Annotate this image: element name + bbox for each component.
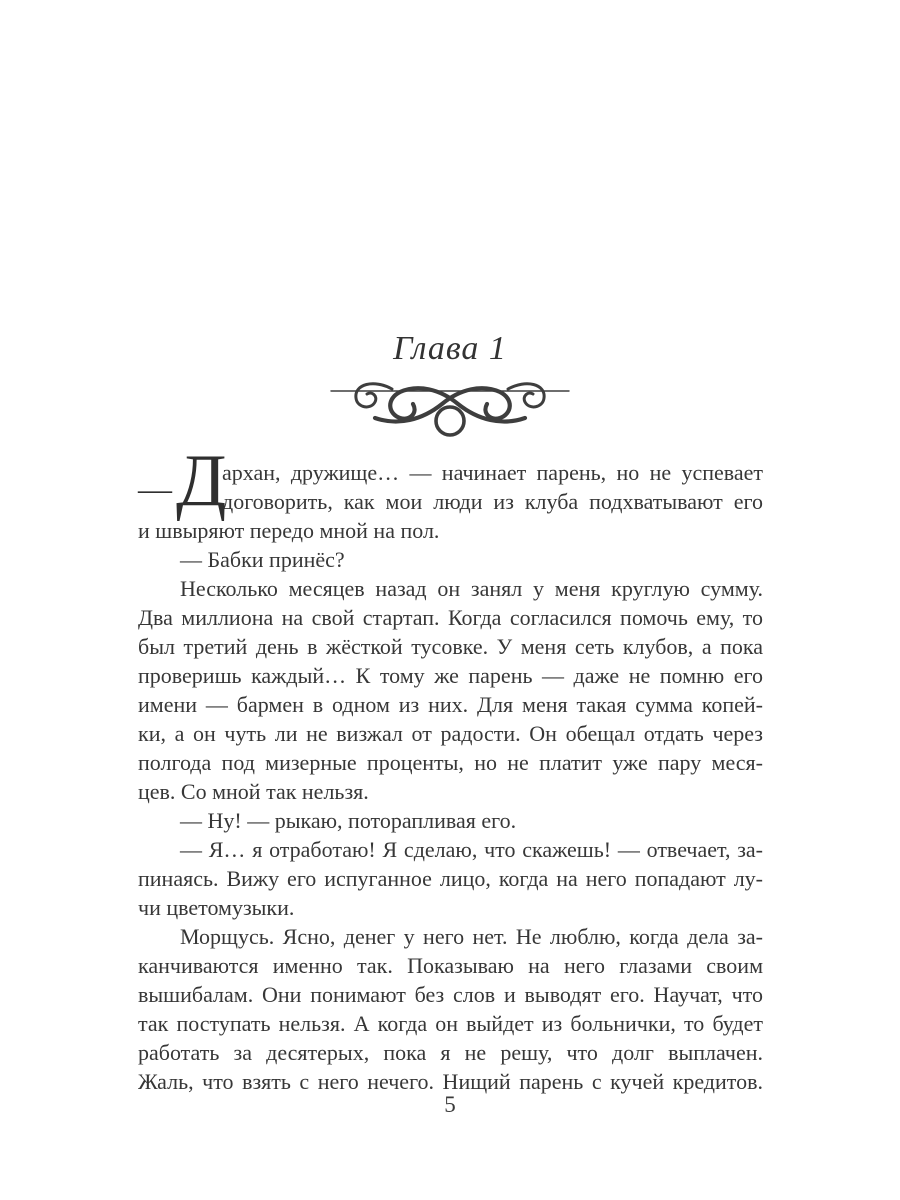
paragraph	[138, 545, 763, 574]
text-line: Жаль, что взять с него нечего. Нищий парень с кучей кредитов.	[138, 1069, 763, 1094]
paragraph-dropcap	[138, 440, 763, 545]
text-line: — Я… я отработаю! Я сделаю, что скажешь! — отвечает, за-	[180, 837, 763, 862]
text-line: — Бабки принёс?	[180, 547, 345, 572]
text-line: и швыряют передо мной на пол.	[138, 518, 440, 543]
text-line: вышибалам. Они понимают без слов и выводят его. Научат, что	[138, 982, 763, 1007]
text-line: договорить, как мои люди из клуба подхватывают его	[222, 489, 763, 514]
text-line: полгода под мизерные проценты, но не платит уже пару меся-	[138, 750, 763, 775]
paragraph	[138, 574, 763, 806]
text-line: архан, дружище… — начинает парень, но не успевает	[222, 460, 763, 485]
text-line: был третий день в жёсткой тусовке. У меня сеть клубов, а пока	[138, 634, 763, 659]
text-line: Морщусь. Ясно, денег у него нет. Не люблю, когда дела за-	[180, 924, 763, 949]
paragraph	[138, 806, 763, 835]
text-line: проверишь каждый… К тому же парень — даже не помню его	[138, 663, 763, 688]
text-line: Два миллиона на свой стартап. Когда согласился помочь ему, то	[138, 605, 763, 630]
text-line: Несколько месяцев назад он занял у меня круглую сумму.	[180, 576, 763, 601]
text-line: ки, а он чуть ли не визжал от радости. Он обещал отдать через	[138, 721, 763, 746]
dialogue-dash: —	[138, 471, 172, 508]
text-line: чи цветомузыки.	[138, 895, 295, 920]
text-line: имени — бармен в одном из них. Для меня такая сумма копей-	[138, 692, 763, 717]
text-line: — Ну! — рыкаю, поторапливая его.	[180, 808, 517, 833]
text-line: канчиваются именно так. Показываю на него глазами своим	[138, 953, 763, 978]
text-line: работать за десятерых, пока я не решу, что долг выплачен.	[138, 1040, 763, 1065]
flourish-divider-icon	[330, 376, 570, 438]
text-line: цев. Со мной так нельзя.	[138, 779, 369, 804]
text-line: так поступать нельзя. А когда он выйдет из больнички, то будет	[138, 1011, 763, 1036]
page-number: 5	[444, 1092, 456, 1117]
paragraph	[138, 835, 763, 922]
chapter-title: Глава 1	[393, 330, 507, 367]
paragraph	[138, 922, 763, 1096]
drop-cap-letter: Д	[176, 440, 227, 522]
body-text	[138, 440, 763, 1096]
text-line: пинаясь. Вижу его испуганное лицо, когда на него попадают лу-	[138, 866, 763, 891]
